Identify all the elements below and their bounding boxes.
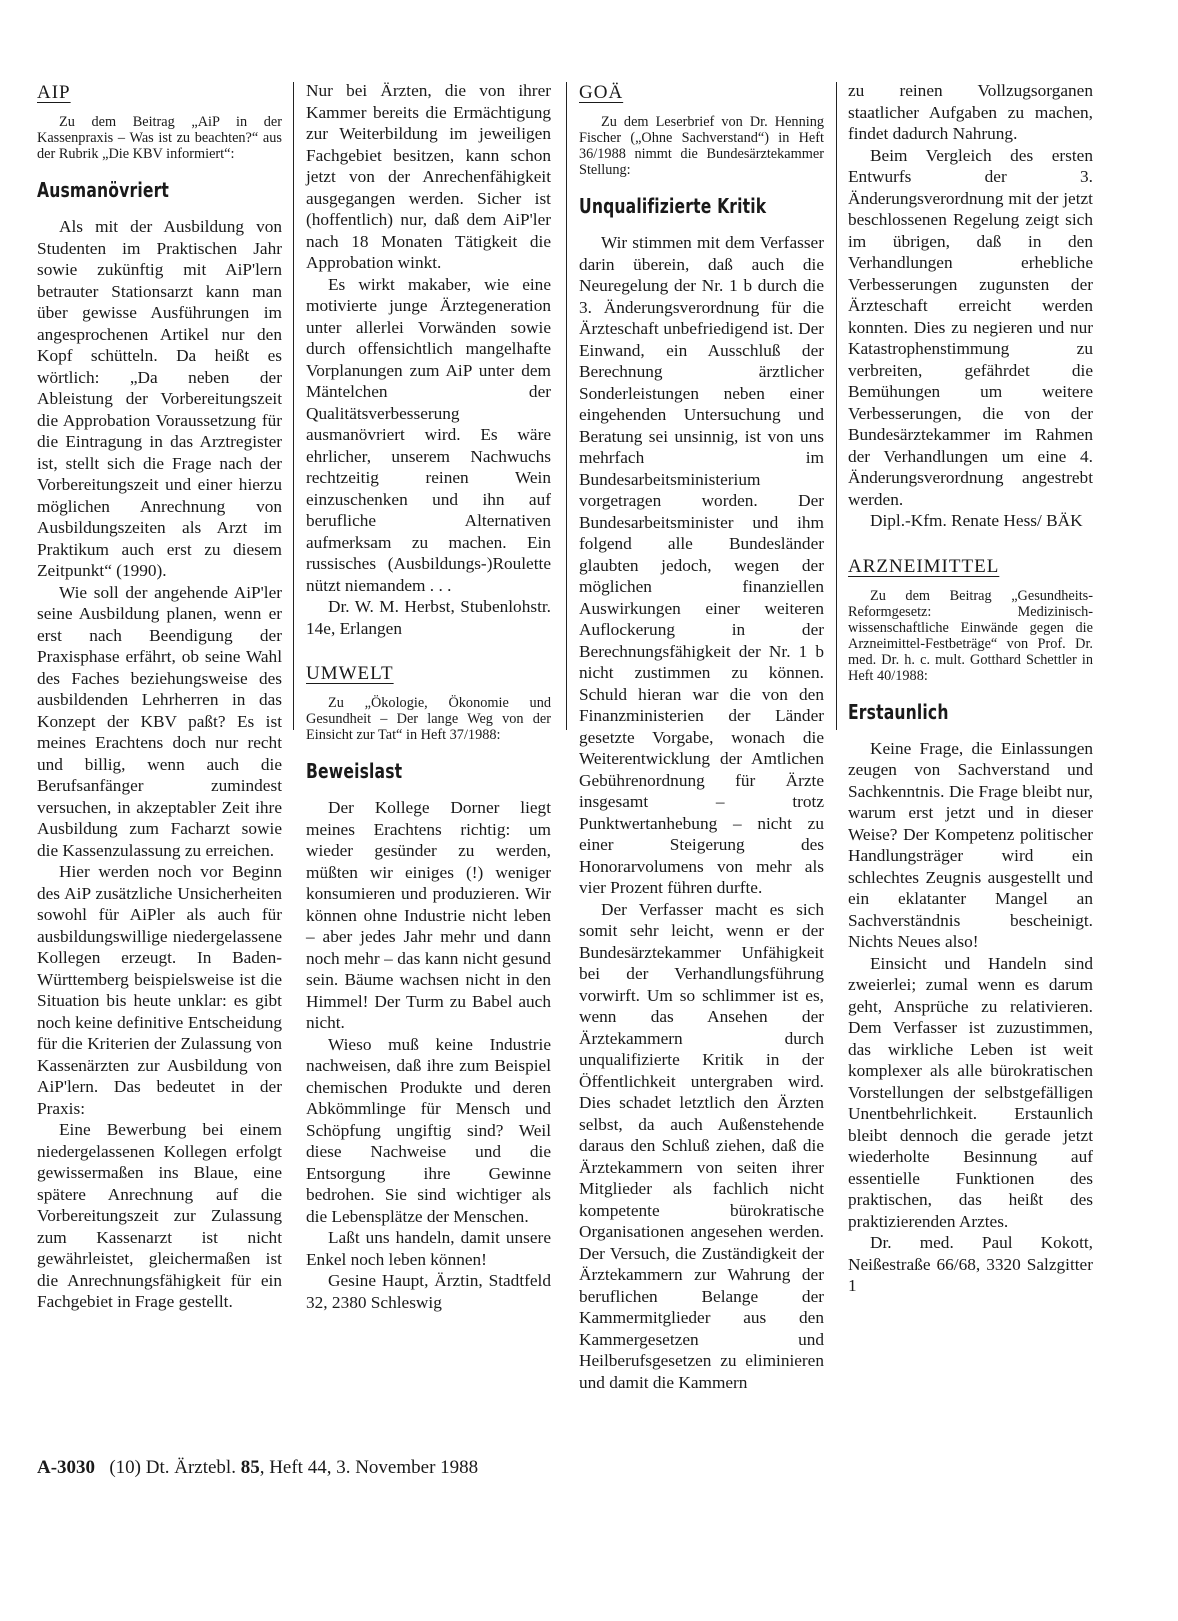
- signature: Dr. med. Paul Kokott, Neißestraße 66/68, 3320 Salzgitter 1: [848, 1233, 1093, 1295]
- section-label: GOÄ: [579, 82, 624, 103]
- column-rule: [836, 82, 837, 730]
- column-1: [37, 80, 282, 1313]
- column-rule: [293, 82, 294, 730]
- paragraph: Der Verfasser macht es sich somit sehr leicht, wenn er der Bundesärztekammer Unfähigkeit bei der Verhandlungsführung vorwirft. Um so schlimmer ist es, wenn das Ansehen der Ärztekammern durch unqualifizierte Kritik in der Öffentlichkeit untergraben wird. Dies schadet letztlich den Ärzten selbst, da auch Außenstehende daraus den Schluß ziehen, daß die Ärztekammern von seiten ihrer Mitglieder als fachlich nicht kompetente bürokratische Organisationen angesehen werden. Der Versuch, die Zuständigkeit der Ärztekammern zur Wahrung der beruflichen Belange der Kammermitglieder aus den Kammergesetzen und Heilberufsgesetzen zu eliminieren und damit die Kammern: [579, 899, 824, 1392]
- signature: Dipl.-Kfm. Renate Hess/ BÄK: [870, 511, 1083, 530]
- paragraph: Als mit der Ausbildung von Studenten im Praktischen Jahr sowie zukünftig mit AiP'lern betrauter Stationsarzt kann man über gewisse Ausführungen im angesprochenen Artikel nur den Kopf schütteln. Da heißt es wörtlich: „Da neben der Ableistung der Vorbereitungszeit die Approbation Voraussetzung für die Eintragung in das Arztregister ist, stellt sich die Frage nach der Vorbereitungszeit und einer hierzu möglichen Anrechnung von Ausbildungszeiten als Arzt im Praktikum auch erst zu diesem Zeitpunkt“ (1990).: [37, 217, 282, 580]
- paragraph: Laßt uns handeln, damit unsere Enkel noch leben können!: [306, 1228, 551, 1269]
- paragraph: Hier werden noch vor Beginn des AiP zusätzliche Unsicherheiten sowohl für AiPler als auch für ausbildungswillige niedergelassene Kollegen erzeugt. In Baden-Württemberg beispielsweise ist die Situation bis heute unklar: es gibt noch keine definitive Entscheidung für die Kriterien der Zulassung von Kassenärzten zur Ausbildung von AiP'lern. Das bedeutet in der Praxis:: [37, 862, 282, 1118]
- page-number: A-3030: [37, 1457, 96, 1478]
- letter-intro: Zu dem Beitrag „AiP in der Kassenpraxis – Was ist zu beachten?“ aus der Rubrik „Die KBV informiert“:: [37, 114, 282, 162]
- letter-headline: Erstaunlich: [848, 699, 949, 724]
- letter-headline: Beweislast: [306, 759, 403, 783]
- column-3: [579, 80, 824, 1393]
- paragraph: Wie soll der angehende AiP'ler seine Ausbildung planen, wenn er erst nach Beendigung der Praxisphase erfährt, ob seine Wahl des Faches beziehungsweise des ausbildenden Lehrherren in das Konzept der KBV paßt? Es ist meines Erachtens doch nur recht und billig, wenn auch die Berufsanfänger zumindest versuchen, in akzeptabler Zeit ihre Ausbildung zum Facharzt sowie die Kassenzulassung zu erreichen.: [37, 582, 282, 860]
- column-2: [306, 80, 551, 1313]
- paragraph: zu reinen Vollzugsorganen staatlicher Aufgaben zu machen, findet dadurch Nahrung.: [848, 81, 1093, 143]
- column-4: [848, 80, 1093, 1297]
- letter-headline: Unqualifizierte Kritik: [579, 194, 767, 218]
- signature: Gesine Haupt, Ärztin, Stadtfeld 32, 2380 Schleswig: [306, 1271, 551, 1312]
- paragraph: Es wirkt makaber, wie eine motivierte junge Ärztegeneration unter allerlei Vorwänden sowie durch offensichtlich mangelhafte Vorplanungen zum AiP unter dem Mäntelchen der Qualitätsverbesserung ausmanövriert wird. Es wäre ehrlicher, unserem Nachwuchs rechtzeitig reinen Wein einzuschenken und ihn auf berufliche Alternativen aufmerksam zu machen. Ein russisches (Ausbildungs-)Roulette nützt niemandem . . .: [306, 274, 551, 595]
- paragraph: Nur bei Ärzten, die von ihrer Kammer bereits die Ermächtigung zur Weiterbildung im jeweiligen Fachgebiet besitzen, kann schon jetzt von der Anrechenfähigkeit ausgegangen werden. Sicher ist (hoffentlich) nur, daß dem AiP'ler nach 18 Monaten Tätigkeit die Approbation winkt.: [306, 81, 551, 272]
- column-rule: [566, 82, 567, 730]
- signature: Dr. W. M. Herbst, Stubenlohstr. 14e, Erlangen: [306, 597, 551, 638]
- paragraph: Wir stimmen mit dem Verfasser darin überein, daß auch die Neuregelung der Nr. 1 b durch die 3. Änderungsverordnung für die Ärzteschaft unbefriedigend ist. Der Einwand, ein Ausschluß der Berechnung ärztlicher Sonderleistungen neben einer eingehenden Untersuchung und Beratung sei unsinnig, ist von uns mehrfach im Bundesarbeitsministerium vorgetragen worden. Der Bundesarbeitsminister und ihm folgend alle Bundesländer glaubten jedoch, wegen der möglichen finanziellen Auswirkungen einer weiteren Auflockerung in der Berechnungsfähigkeit der Nr. 1 b nicht zustimmen zu können. Schuld hieran war die von den Finanzministerien der Länder gesetzte Vorgabe, wonach die Weiterentwicklung der Amtlichen Gebührenordnung für Ärzte insgesamt – trotz Punktwertanhebung – nicht zu einer Steigerung des Honorarvolumens von mehr als vier Prozent führen durfte.: [579, 233, 824, 897]
- journal-issue: (10) Dt. Ärztebl.: [109, 1457, 236, 1478]
- journal-date: , Heft 44, 3. November 1988: [259, 1457, 479, 1478]
- paragraph: Keine Frage, die Einlassungen zeugen von Sachverstand und Sachkenntnis. Die Frage bleibt nur, warum erst jetzt und in dieser Weise? Der Kompetenz politischer Handlungsträger wird ein schlechtes Zeugnis ausgestellt und ein eklatanter Mangel an Sachverständnis bescheinigt. Nichts Neues also!: [848, 738, 1093, 951]
- paragraph: Eine Bewerbung bei einem niedergelassenen Kollegen erfolgt gewissermaßen ins Blaue, eine spätere Anrechnung auf die Vorbereitungszeit zur Zulassung zum Kassenarzt ist nicht gewährleistet, gleichermaßen ist die Anrechnungsfähigkeit für ein Fachgebiet in Frage gestellt.: [37, 1120, 282, 1311]
- paragraph: Einsicht und Handeln sind zweierlei; zumal wenn es darum geht, Ansprüche zu relativieren. Dem Verfasser ist zuzustimmen, das wirkliche Leben ist weit komplexer als alle bürokratischen Vorstellungen der selbstgefälligen Unentbehrlichkeit. Erstaunlich bleibt dennoch die gerade jetzt wiederholte Besinnung auf essentielle Funktionen des praktischen, das heißt des praktizierenden Arztes.: [848, 953, 1093, 1231]
- journal-volume: 85: [240, 1457, 260, 1478]
- paragraph: Der Kollege Dorner liegt meines Erachtens richtig: um wieder gesünder zu werden, müßten wir einiges (!) weniger konsumieren und produzieren. Wir können ohne Industrie nicht leben – aber jedes Jahr mehr und dann noch mehr – das kann nicht gesund sein. Bäume wachsen nicht in den Himmel! Der Turm zu Babel auch nicht.: [306, 798, 551, 1032]
- section-label: UMWELT: [306, 663, 394, 684]
- letter-headline: Ausmanövriert: [37, 178, 170, 202]
- section-label: AIP: [37, 82, 71, 103]
- paragraph: Wieso muß keine Industrie nachweisen, daß ihre zum Beispiel chemischen Produkte und deren Abkömmlinge für Mensch und Schöpfung ungiftig sind? Weil diese Nachweise und die Entsorgung ihre Gewinne bedrohen. Sie sind wichtiger als die Lebensplätze der Menschen.: [306, 1034, 551, 1226]
- letter-intro: Zu dem Beitrag „Gesundheits-Reformgesetz: Medizinisch-wissenschaftliche Einwände gegen die Arzneimittel-Festbeträge“ von Prof. Dr. med. Dr. h. c. mult. Gotthard Schettler in Heft 40/1988:: [848, 587, 1093, 684]
- letter-intro: Zu „Ökologie, Ökonomie und Gesundheit – Der lange Weg von der Einsicht zur Tat“ in Heft 37/1988:: [306, 695, 551, 743]
- letter-intro: Zu dem Leserbrief von Dr. Henning Fischer („Ohne Sachverstand“) in Heft 36/1988 nimmt die Bundesärztekammer Stellung:: [579, 114, 824, 178]
- section-label: ARZNEIMITTEL: [848, 555, 1000, 577]
- paragraph: Beim Vergleich des ersten Entwurfs der 3. Änderungsverordnung mit der jetzt beschlossenen Regelung zeigt sich im übrigen, daß in den Verhandlungen erhebliche Verbesserungen zugunsten der Ärzteschaft erreicht werden konnten. Dies zu negieren und nur Katastrophenstimmung zu verbreiten, gefährdet die Bemühungen um weitere Verbesserungen, die von der Bundesärztekammer im Rahmen der Verhandlungen um eine 4. Änderungsverordnung angestrebt werden.: [848, 145, 1093, 509]
- page-footer: [37, 1457, 478, 1479]
